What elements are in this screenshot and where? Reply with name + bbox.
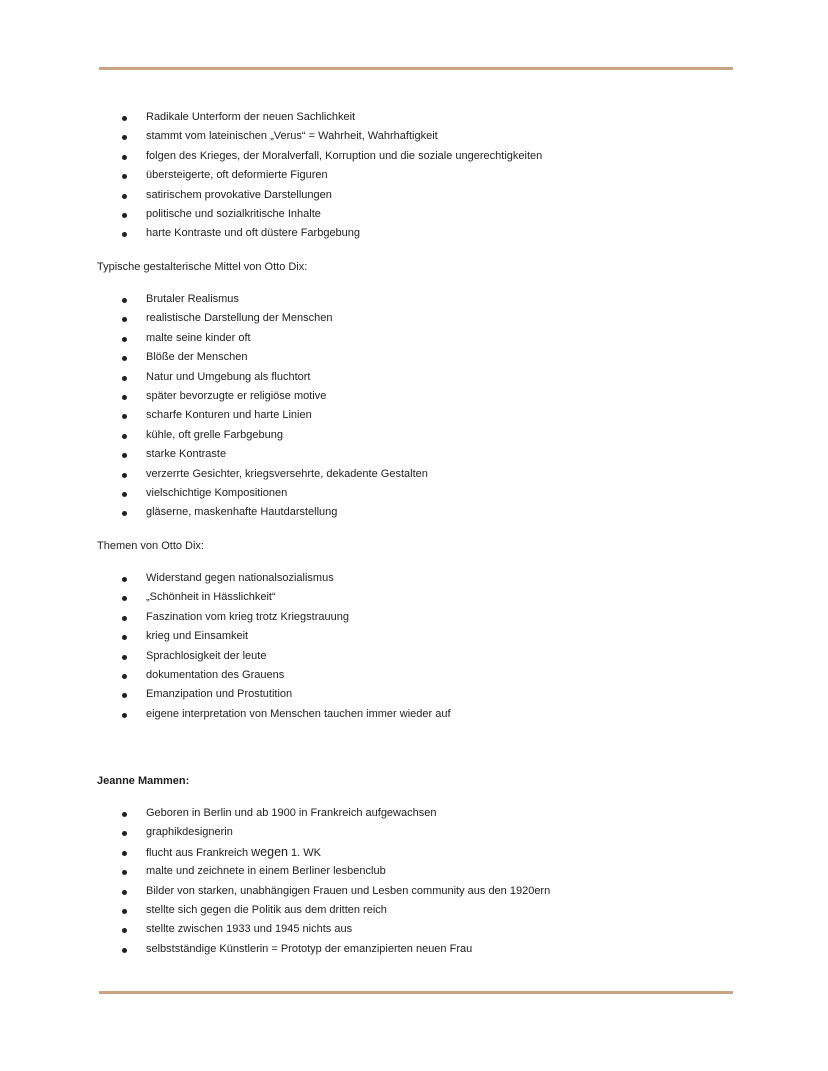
list-item: später bevorzugte er religiöse motive bbox=[120, 387, 428, 406]
list-item: gläserne, maskenhafte Hautdarstellung bbox=[120, 503, 428, 522]
list-item: Emanzipation und Prostutition bbox=[120, 685, 451, 704]
list-item: selbstständige Künstlerin = Prototyp der emanzipierten neuen Frau bbox=[120, 940, 550, 959]
themen-list bbox=[120, 569, 451, 724]
list-item: graphikdesignerin bbox=[120, 823, 550, 842]
list-item: malte seine kinder oft bbox=[120, 329, 428, 348]
list-item bbox=[120, 843, 550, 862]
top-divider bbox=[99, 67, 733, 70]
list-item: Widerstand gegen nationalsozialismus bbox=[120, 569, 451, 588]
list-item: kühle, oft grelle Farbgebung bbox=[120, 426, 428, 445]
list-item-emphasis: wegen bbox=[251, 844, 288, 859]
list-item: stammt vom lateinischen „Verus“ = Wahrheit, Wahrhaftigkeit bbox=[120, 127, 542, 146]
bottom-divider bbox=[99, 991, 733, 994]
section-heading-mittel: Typische gestalterische Mittel von Otto Dix: bbox=[97, 261, 308, 273]
list-item: dokumentation des Grauens bbox=[120, 666, 451, 685]
list-item: stellte sich gegen die Politik aus dem dritten reich bbox=[120, 901, 550, 920]
list-item: „Schönheit in Hässlichkeit“ bbox=[120, 588, 451, 607]
list-item: starke Kontraste bbox=[120, 445, 428, 464]
section-heading-jeanne-mammen: Jeanne Mammen: bbox=[97, 775, 190, 787]
list-item: stellte zwischen 1933 und 1945 nichts aus bbox=[120, 920, 550, 939]
list-item: krieg und Einsamkeit bbox=[120, 627, 451, 646]
list-item: satirischem provokative Darstellungen bbox=[120, 186, 542, 205]
list-item: Sprachlosigkeit der leute bbox=[120, 647, 451, 666]
list-item-text: flucht aus Frankreich bbox=[146, 846, 252, 859]
jeanne-mammen-list bbox=[120, 804, 550, 959]
section-heading-themen: Themen von Otto Dix: bbox=[97, 540, 204, 552]
list-item: Geboren in Berlin und ab 1900 in Frankreich aufgewachsen bbox=[120, 804, 550, 823]
list-item: Blöße der Menschen bbox=[120, 348, 428, 367]
list-item-text: 1. WK bbox=[288, 846, 322, 859]
sachlichkeit-list bbox=[120, 108, 542, 244]
list-item: Faszination vom krieg trotz Kriegstrauung bbox=[120, 608, 451, 627]
list-item: Bilder von starken, unabhängigen Frauen und Lesben community aus den 1920ern bbox=[120, 882, 550, 901]
list-item: übersteigerte, oft deformierte Figuren bbox=[120, 166, 542, 185]
list-item: scharfe Konturen und harte Linien bbox=[120, 406, 428, 425]
list-item: folgen des Krieges, der Moralverfall, Korruption und die soziale ungerechtigkeiten bbox=[120, 147, 542, 166]
list-item: realistische Darstellung der Menschen bbox=[120, 309, 428, 328]
list-item: Natur und Umgebung als fluchtort bbox=[120, 368, 428, 387]
list-item: Radikale Unterform der neuen Sachlichkeit bbox=[120, 108, 542, 127]
list-item: malte und zeichnete in einem Berliner lesbenclub bbox=[120, 862, 550, 881]
list-item: Brutaler Realismus bbox=[120, 290, 428, 309]
list-item: vielschichtige Kompositionen bbox=[120, 484, 428, 503]
list-item: harte Kontraste und oft düstere Farbgebung bbox=[120, 224, 542, 243]
list-item: politische und sozialkritische Inhalte bbox=[120, 205, 542, 224]
gestalterische-mittel-list bbox=[120, 290, 428, 523]
list-item: verzerrte Gesichter, kriegsversehrte, dekadente Gestalten bbox=[120, 465, 428, 484]
list-item: eigene interpretation von Menschen tauchen immer wieder auf bbox=[120, 705, 451, 724]
